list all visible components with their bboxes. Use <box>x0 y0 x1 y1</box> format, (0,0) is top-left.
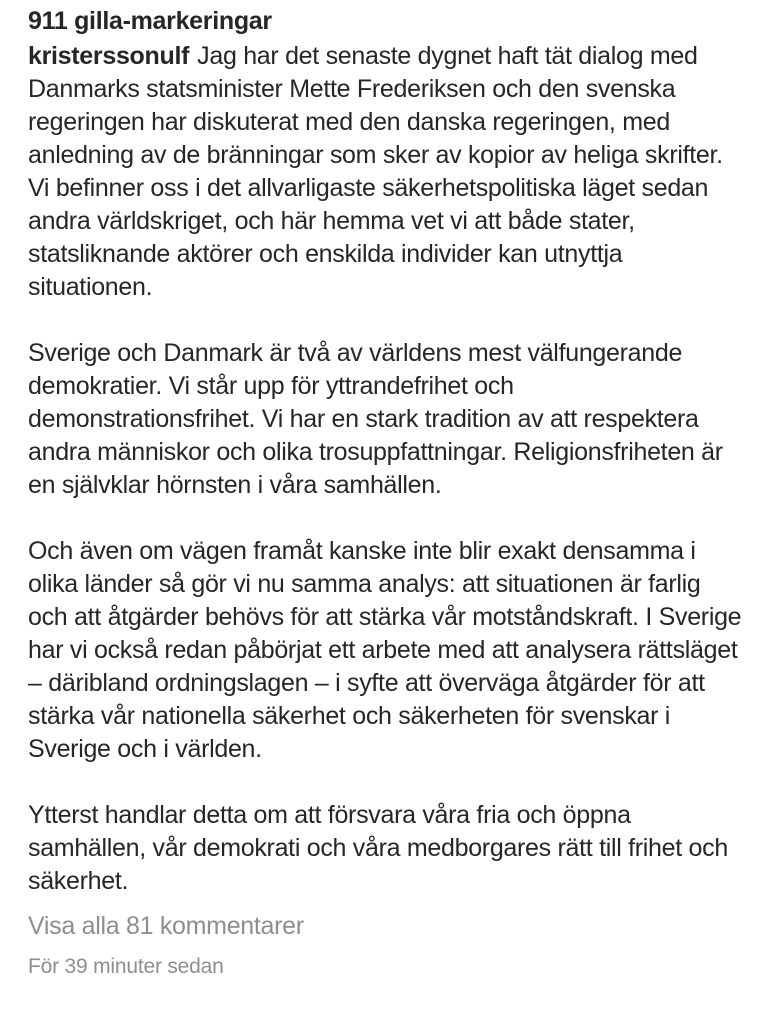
view-all-comments-link[interactable]: Visa alla 81 kommentarer <box>28 912 304 940</box>
caption-paragraph-2: Sverige och Danmark är två av världens mest välfungerande demokratier. Vi står upp för yttrandefrihet och demonstrationsfrihet. Vi har en stark tradition av att respektera andra människor och olika trosuppfattningar. Religionsfriheten är en självklar hörnsten i våra samhällen. <box>28 339 723 499</box>
caption-paragraph-1 <box>28 40 744 304</box>
likes-count[interactable]: 911 gilla-markeringar <box>28 7 272 35</box>
caption-paragraph-1-text: Jag har det senaste dygnet haft tät dialog med Danmarks statsminister Mette Frederiksen och den svenska regeringen har diskuterat med den danska regeringen, med anledning av de bränningar som sker av kopior av heliga skrifter. Vi befinner oss i det allvarligaste säkerhetspolitiska läget sedan andra världskriget, och här hemma vet vi att både stater, statsliknande aktörer och enskilda individer kan utnyttja situationen. <box>28 42 723 301</box>
username-link[interactable]: kristerssonulf <box>28 42 190 70</box>
post-timestamp: För 39 minuter sedan <box>28 955 224 978</box>
caption-paragraph-3: Och även om vägen framåt kanske inte blir exakt densamma i olika länder så gör vi nu samma analys: att situationen är farlig och att åtgärder behövs för att stärka vår motståndskraft. I Sverige har vi också redan påbörjat ett arbete med att analysera rättsläget – däribland ordningslagen – i syfte att överväga åtgärder för att stärka vår nationella säkerhet och säkerheten för svenskar i Sverige och i världen. <box>28 537 742 763</box>
post-caption <box>28 40 744 898</box>
caption-paragraph-4: Ytterst handlar detta om att försvara våra fria och öppna samhällen, vår demokrati och våra medborgares rätt till frihet och säkerhet. <box>28 801 728 895</box>
